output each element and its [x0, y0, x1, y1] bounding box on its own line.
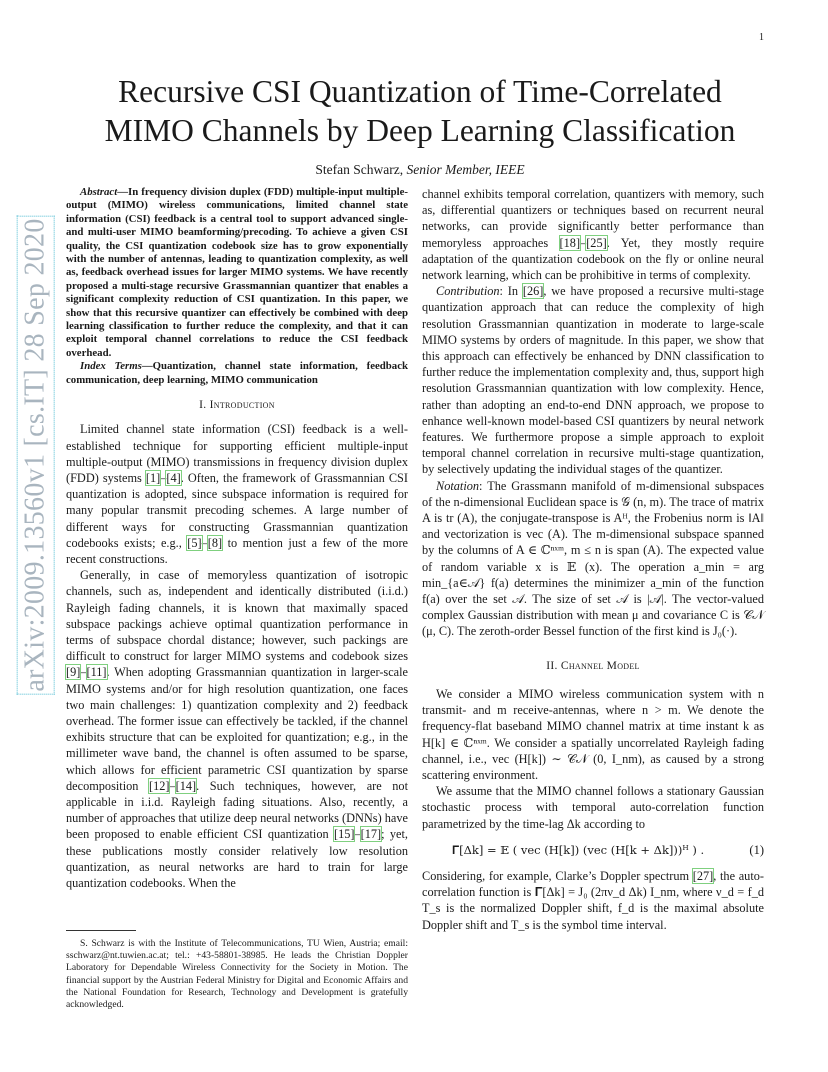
author-name: Stefan Schwarz, [315, 162, 404, 177]
paper-title [70, 72, 770, 150]
section-heading-introduction: I. Introduction [199, 399, 275, 412]
citation-link[interactable]: [1] [145, 470, 161, 485]
left-column [66, 186, 408, 891]
citation-link[interactable]: [25] [586, 235, 607, 250]
citation-link[interactable]: [14] [175, 778, 197, 793]
citation-link[interactable]: [11] [86, 665, 107, 680]
index-terms-text: —Quantization, channel state information, feedback communication, deep learning, MIMO communication [66, 360, 408, 386]
citation-link[interactable]: [17] [360, 827, 382, 842]
equation-1 [422, 842, 764, 858]
index-terms-label: Index Terms [80, 360, 142, 373]
equation-body: 𝚪[Δk] = 𝔼 ( vec (H[k]) (vec (H[k + Δk]))ᴴ ) . [451, 842, 705, 857]
channel-paragraph-1: We consider a MIMO wireless communication system with n transmit- and m receive-antennas, where n > m. We denote the frequency-flat baseband MIMO channel matrix at time instant k as H[k] ∈ ℂⁿˣᵐ. We consider a spatially uncorrelated Rayleigh fading channel, i.e., vec (H[k]) ∼ 𝒞𝒩 (0, I_nm), as caused by a strong scattering environment. [422, 686, 764, 782]
citation-link[interactable]: [26] [522, 284, 544, 299]
notation-paragraph: Notation: The Grassmann manifold of m-dimensional subspaces of the n-dimensional Euclidean space is 𝒢 (n, m). The trace of matrix A is tr (A), the conjugate-transpose is Aᴴ, the Frobenius norm is ‖A‖ and vectorization is vec (A). The m-dimensional subspace spanned by the columns of A ∈ ℂⁿˣᵐ, m ≤ n is span (A). The expected value of random variable x is 𝔼 (x). The operation a_min = arg min_{a∈𝒜} f(a) determines the minimizer a_min of the function f(a) over the set 𝒜. The size of set 𝒜 is |𝒜|. The vector-valued complex Gaussian distribution with mean μ and covariance C is 𝒞𝒩 (μ, C). The zeroth-order Bessel function of the first kind is J₀(·). [422, 478, 764, 639]
citation-link[interactable]: [5] [187, 535, 202, 550]
author-footnote: S. Schwarz is with the Institute of Telecommunications, TU Wien, Austria; email: sschwarz@nt.tuwien.ac.at; tel.: +43-58801-38985. He leads the Christian Doppler Laboratory for Dependable Wireless Connectivity for the Society in Motion. The financial support by the Austrian Federal Ministry for Digital and Economic Affairs and the National Foundation for Research, Technology and Development is gratefully acknowledged. [66, 938, 408, 1011]
intro-paragraph-2-continued: channel exhibits temporal correlation, quantizers with memory, such as, differential quantizers or techniques based on recurrent neural networks, can provide significantly better performance than memoryless approaches [18]–[25]. Yet, they mostly require adaptation of the quantization codebook on the fly or online neural network learning, which can be prohibitive in terms of complexity. [422, 187, 764, 283]
intro-paragraph-1: Limited channel state information (CSI) feedback is a well-established technique for supporting efficient multiple-input multiple-output (MIMO) transmissions in frequency division duplex (FDD) systems [1]–[4]. Often, the framework of Grassmannian CSI quantization is adopted, since subspace information is required for many popular transmit precoding schemes. A large number of different ways for constructing Grassmannian quantization codebooks exists; e.g., [5]–[8] to mention just a few of the more recent constructions. [66, 422, 408, 566]
abstract [66, 186, 408, 360]
arxiv-stamp [8, 175, 64, 735]
citation-link[interactable]: [27] [692, 868, 714, 883]
author-line [70, 162, 770, 178]
equation-number: (1) [749, 842, 764, 857]
citation-link[interactable]: [18] [559, 235, 581, 250]
index-terms [66, 360, 408, 387]
citation-link[interactable]: [4] [166, 470, 181, 485]
right-column [422, 186, 764, 933]
author-role: Senior Member, IEEE [406, 162, 525, 177]
citation-link[interactable]: [8] [207, 535, 223, 550]
title-line-2: MIMO Channels by Deep Learning Classification [104, 113, 736, 148]
page-number: 1 [759, 32, 764, 43]
citation-link[interactable]: [12] [148, 778, 170, 793]
section-heading-channel-model: II. Channel Model [546, 659, 640, 672]
abstract-label: Abstract [80, 186, 118, 198]
contribution-paragraph: Contribution: In [26], we have proposed a recursive multi-stage quantization approach that can reduce the complexity of high resolution Grassmannian quantization in moderate to large-scale MIMO systems by orders of magnitude. In this paper, we show that this approach can effectively be enhanced by DNN classification to further reduce the implementation complexity and, thus, support high resolution Grassmannian quantization with low complexity. Hence, rather than adopting an end-to-end DNN approach, we propose to enhance well-known model-based CSI quantizers by neural network features. We furthermore propose a simple approach to exploit temporal channel correlation in recursive multi-stage quantization, by selectively updating the individual stages of the quantizer. [422, 284, 764, 477]
arxiv-identifier[interactable]: arXiv:2009.13560v1 [cs.IT] 28 Sep 2020 [20, 218, 51, 692]
channel-paragraph-2: We assume that the MIMO channel follows a stationary Gaussian stochastic process with temporal auto-correlation function parametrized by the time-lag Δk according to [422, 784, 764, 831]
citation-link[interactable]: [15] [333, 827, 355, 842]
channel-paragraph-3: Considering, for example, Clarke’s Doppler spectrum [27], the auto-correlation function is 𝚪[Δk] = J₀ (2πν_d Δk) I_nm, where ν_d = f_d T_s is the normalized Doppler shift, f_d is the maximal absolute Doppler shift and T_s is the symbol time interval. [422, 868, 764, 932]
title-line-1: Recursive CSI Quantization of Time-Correlated [118, 74, 722, 109]
contribution-label: Contribution [436, 284, 500, 299]
intro-paragraph-2: Generally, in case of memoryless quantization of isotropic channels, such as, independent and identically distributed (i.i.d.) Rayleigh fading channels, it is known that maximally spaced subspace packings achieve optimal quantization performance in terms of subspace chordal distance; however, such packings are difficult to construct for larger MIMO systems and codebook sizes [9]–[11]. When adopting Grassmannian quantization in larger-scale MIMO systems and/or for high resolution quantization, one faces two main challenges: 1) quantization complexity and 2) feedback overhead. The former issue can effectively be tackled, if the channel exhibits structure that can be exploited for quantization; e.g., in the millimeter wave band, the channel is often assumed to be sparse, which allows for efficient parametric CSI quantization by sparse decomposition [12]–[14]. Such techniques, however, are not applicable in i.i.d. Rayleigh fading situations. Also, recently, a number of approaches that utilize deep neural networks (DNNs) have been proposed to enable efficient CSI quantization [15]–[17]; yet, these publications mostly consider relatively low resolution quantization, as neural networks are hard to train for large quantization codebooks. When the [66, 568, 408, 890]
notation-label: Notation [436, 478, 480, 493]
citation-link[interactable]: [9] [66, 665, 81, 680]
footnote-rule [66, 930, 136, 931]
abstract-text: —In frequency division duplex (FDD) multiple-input multiple-output (MIMO) wireless communications, limited channel state information (CSI) feedback is a central tool to support advanced single- and multi-user MIMO beamforming/precoding. To achieve a given CSI quality, the CSI quantization codebook size has to grow exponentially with the number of antennas, leading to quantization complexity, as well as, feedback overhead issues for larger MIMO systems. We have recently proposed a multi-stage recursive Grassmannian quantizer that enables a significant complexity reduction of CSI quantization. In this paper, we show that this recursive quantizer can effectively be combined with deep learning classification to further reduce the complexity, and that it can exploit temporal channel correlations to reduce the CSI feedback overhead. [66, 186, 408, 359]
